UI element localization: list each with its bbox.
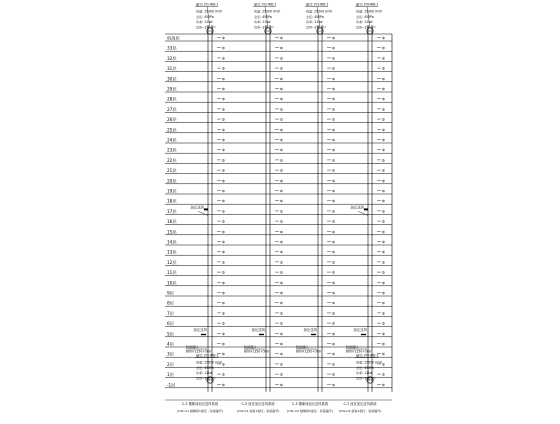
outlet-symbol: ф (222, 301, 225, 306)
outlet-symbol: ф (332, 219, 335, 224)
floor-label: 机房层 (167, 35, 180, 41)
outlet-symbol: ф (332, 342, 335, 346)
outlet-symbol: ф (222, 66, 225, 71)
outlet-symbol: ф (382, 372, 385, 377)
outlet-symbol: ф (280, 352, 283, 357)
outlet-symbol: ф (280, 321, 283, 326)
outlet-symbol: ф (222, 270, 225, 275)
outlet-symbol: ф (332, 291, 335, 295)
outlet-symbol: ф (382, 87, 385, 91)
outlet-symbol: ф (382, 260, 385, 265)
outlet-symbol: ф (280, 260, 283, 265)
outlet-symbol: ф (222, 56, 225, 61)
floor-label: 16层 (167, 219, 177, 225)
top-fan-spec-text: 全压: 450Pa (254, 14, 272, 19)
outlet-symbol: ф (382, 158, 385, 163)
top-fan-spec-text: 220~370 m³ (356, 25, 376, 30)
floor-label: 9层 (167, 290, 174, 296)
outlet-symbol: ф (222, 352, 225, 357)
system-sublabel: (C3L-C1 楼梯间1加压 , 系统编号) (177, 409, 223, 413)
damper-size: 800×1250+500 (244, 349, 269, 354)
outlet-symbol: ф (280, 250, 283, 255)
outlet-symbol: ф (382, 148, 385, 153)
bottom-fan-spec-text: 220~370 m³ (356, 376, 376, 381)
outlet-symbol: ф (382, 138, 385, 142)
outlet-symbol: ф (222, 362, 225, 367)
outlet-symbol: ф (332, 189, 335, 193)
system-sublabel: (C3L-C2 楼梯间2加压 , 系统编号) (287, 409, 333, 413)
top-fan-spec-text: 220~370 m³ (254, 25, 274, 30)
outlet-symbol: ф (332, 372, 335, 377)
top-fan-spec-text: 编号: JY2-WD-1 (254, 2, 277, 7)
outlet-symbol: ф (280, 362, 283, 367)
outlet-symbol: ф (280, 158, 283, 163)
outlet-symbol: ф (280, 66, 283, 71)
outlet-symbol: ф (280, 127, 283, 132)
top-fan-spec-text: 全压: 450Pa (306, 14, 324, 19)
outlet-symbol: ф (332, 178, 335, 183)
outlet-symbol: ф (222, 342, 225, 346)
outlet-symbol: ф (382, 342, 385, 346)
bottom-fan-spec-text: 全压: 450Pa (356, 365, 374, 370)
floor-label: 25层 (167, 127, 177, 133)
floor-label: 2层 (167, 361, 174, 367)
outlet-symbol: ф (222, 372, 225, 377)
system-label: C-3 楼梯间加压送风系统 (181, 402, 219, 406)
top-fan-spec-text: 功率: 11kw (356, 20, 373, 25)
outlet-symbol: ф (222, 260, 225, 265)
outlet-symbol: ф (332, 127, 335, 132)
outlet-symbol: ф (280, 229, 283, 234)
top-fan-spec-text: 全压: 450Pa (196, 14, 214, 19)
outlet-symbol: ф (382, 331, 385, 336)
floor-label: 13层 (167, 249, 177, 255)
floor-17-tag: 加压送风 (190, 205, 204, 210)
top-fan-spec-text: 风量: 25000 m³/h (254, 9, 281, 14)
outlet-symbol: ф (222, 331, 225, 336)
floor-17-leader (198, 211, 208, 215)
outlet-symbol: ф (382, 199, 385, 204)
outlet-symbol: ф (280, 301, 283, 306)
outlet-symbol: ф (332, 56, 335, 61)
outlet-symbol: ф (280, 291, 283, 295)
outlet-symbol: ф (332, 301, 335, 306)
floor-label: 21层 (167, 168, 177, 174)
outlet-symbol: ф (222, 87, 225, 91)
outlet-symbol: ф (332, 260, 335, 265)
floor-label: 28层 (167, 96, 177, 102)
outlet-symbol: ф (280, 240, 283, 244)
bottom-fan-spec-text: 编号: JY4-WD-1 (356, 353, 379, 358)
outlet-symbol: ф (382, 321, 385, 326)
system-sublabel: (C3L-C1 前室1加压 , 系统编号) (236, 409, 280, 413)
floor-17-tag: 加压送风 (350, 205, 364, 210)
outlet-symbol: ф (222, 127, 225, 132)
outlet-symbol: ф (222, 382, 225, 387)
damper-label: 防排烟口 (244, 345, 257, 349)
top-fan-spec-text: 风量: 25000 m³/h (196, 9, 223, 14)
top-fan-spec-text: 220~370 m³ (306, 25, 326, 30)
outlet-symbol: ф (332, 352, 335, 357)
damper-label: 防排烟口 (186, 345, 199, 349)
outlet-symbol: ф (332, 117, 335, 122)
floor-label: 19层 (167, 188, 177, 194)
outlet-symbol: ф (382, 168, 385, 173)
damper-marker (361, 334, 366, 335)
outlet-symbol: ф (382, 66, 385, 71)
floor-label: 11层 (167, 270, 177, 276)
floor-label: 6层 (167, 321, 174, 327)
floor-label: 7层 (167, 310, 174, 316)
outlet-symbol: ф (222, 107, 225, 112)
outlet-symbol: ф (332, 280, 335, 285)
outlet-symbol: ф (222, 138, 225, 142)
floor-label: 17层 (167, 208, 177, 214)
floor-label: 24层 (167, 137, 177, 143)
floor-label: 15层 (167, 229, 177, 235)
outlet-symbol: ф (382, 311, 385, 316)
outlet-symbol: ф (332, 382, 335, 387)
outlet-symbol: ф (280, 311, 283, 316)
outlet-symbol: ф (332, 76, 335, 81)
top-fan-spec-text: 风量: 25000 m³/h (356, 9, 383, 14)
damper-label: 防排烟口 (296, 345, 309, 349)
floor-label: 29层 (167, 86, 177, 92)
outlet-symbol: ф (382, 97, 385, 102)
floor-label: 8层 (167, 300, 174, 306)
floor-label: 18层 (167, 198, 177, 204)
outlet-symbol: ф (280, 372, 283, 377)
top-fan-spec-text: 220~370 m³ (196, 25, 216, 30)
outlet-symbol: ф (280, 168, 283, 173)
outlet-symbol: ф (280, 189, 283, 193)
floor-5-tag: 加压送风 (303, 327, 317, 332)
outlet-symbol: ф (332, 87, 335, 91)
outlet-symbol: ф (332, 331, 335, 336)
outlet-symbol: ф (332, 36, 335, 40)
outlet-symbol: ф (280, 342, 283, 346)
floor-label: 5层 (167, 331, 174, 337)
outlet-symbol: ф (382, 56, 385, 61)
top-fan-spec-text: 编号: JY3-WD-1 (306, 2, 329, 7)
system-label: C-3 前室加压送风系统 (343, 402, 377, 406)
floor-label: 30层 (167, 76, 177, 82)
damper-size: 800×1250+500 (346, 349, 371, 354)
bottom-fan-spec-text: 编号: JY1-WD-1 (196, 353, 219, 358)
floor-label: 23层 (167, 147, 177, 153)
floor-label: 14层 (167, 239, 177, 245)
outlet-symbol: ф (280, 382, 283, 387)
outlet-symbol: ф (280, 178, 283, 183)
outlet-symbol: ф (382, 382, 385, 387)
outlet-symbol: ф (332, 46, 335, 51)
damper-label: 防排烟口 (346, 345, 359, 349)
damper-size: 800×1250+500 (296, 349, 321, 354)
outlet-symbol: ф (332, 311, 335, 316)
outlet-symbol: ф (382, 178, 385, 183)
damper-size: 800×1250+500 (186, 349, 211, 354)
outlet-symbol: ф (280, 46, 283, 51)
outlet-symbol: ф (222, 219, 225, 224)
floor-label: 31层 (167, 66, 177, 72)
outlet-symbol: ф (382, 117, 385, 122)
outlet-symbol: ф (382, 301, 385, 306)
outlet-symbol: ф (222, 199, 225, 204)
outlet-symbol: ф (332, 250, 335, 255)
outlet-symbol: ф (222, 168, 225, 173)
outlet-symbol: ф (382, 240, 385, 244)
damper-marker (204, 208, 208, 210)
outlet-symbol: ф (280, 87, 283, 91)
outlet-symbol: ф (222, 240, 225, 244)
outlet-symbol: ф (382, 46, 385, 51)
outlet-symbol: ф (332, 168, 335, 173)
outlet-symbol: ф (280, 199, 283, 204)
floor-label: 27层 (167, 106, 177, 112)
outlet-symbol: ф (382, 291, 385, 295)
damper-marker (201, 334, 206, 335)
outlet-symbol: ф (222, 178, 225, 183)
floor-label: 33层 (167, 45, 177, 51)
outlet-symbol: ф (280, 209, 283, 214)
outlet-symbol: ф (332, 240, 335, 244)
outlet-symbol: ф (332, 107, 335, 112)
outlet-symbol: ф (280, 117, 283, 122)
outlet-symbol: ф (382, 189, 385, 193)
outlet-symbol: ф (222, 321, 225, 326)
outlet-symbol: ф (222, 46, 225, 51)
floor-label: 3层 (167, 351, 174, 357)
top-fan-spec-text: 功率: 11kw (306, 20, 323, 25)
outlet-symbol: ф (222, 97, 225, 102)
outlet-symbol: ф (382, 209, 385, 214)
outlet-symbol: ф (222, 250, 225, 255)
bottom-fan-spec-text: 风量: 25000 m³/h (356, 360, 383, 365)
outlet-symbol: ф (222, 280, 225, 285)
top-fan-spec-text: 功率: 11kw (196, 20, 213, 25)
bottom-fan-spec-text: 风量: 25000 m³/h (196, 360, 223, 365)
outlet-symbol: ф (280, 36, 283, 40)
outlet-symbol: ф (222, 36, 225, 40)
outlet-symbol: ф (280, 331, 283, 336)
outlet-symbol: ф (382, 352, 385, 357)
floor-label: 26层 (167, 117, 177, 123)
outlet-symbol: ф (382, 229, 385, 234)
top-fan-spec-text: 全压: 450Pa (356, 14, 374, 19)
outlet-symbol: ф (332, 158, 335, 163)
outlet-symbol: ф (332, 66, 335, 71)
outlet-symbol: ф (280, 280, 283, 285)
floor-label: 10层 (167, 280, 177, 286)
outlet-symbol: ф (222, 291, 225, 295)
damper-marker (259, 334, 264, 335)
outlet-symbol: ф (222, 209, 225, 214)
outlet-symbol: ф (280, 270, 283, 275)
floor-5-tag: 加压送风 (251, 327, 265, 332)
outlet-symbol: ф (222, 229, 225, 234)
top-fan-spec-text: 编号: JY1-WD-1 (196, 2, 219, 7)
outlet-symbol: ф (332, 362, 335, 367)
outlet-symbol: ф (382, 250, 385, 255)
outlet-symbol: ф (280, 76, 283, 81)
bottom-fan-spec-text: 功率: 11kw (196, 371, 213, 376)
outlet-symbol: ф (382, 76, 385, 81)
outlet-symbol: ф (332, 270, 335, 275)
outlet-symbol: ф (280, 148, 283, 153)
floor-label: 12层 (167, 259, 177, 265)
floor-5-tag: 加压送风 (193, 327, 207, 332)
outlet-symbol: ф (222, 158, 225, 163)
outlet-symbol: ф (382, 127, 385, 132)
outlet-symbol: ф (382, 36, 385, 40)
top-fan-spec-text: 功率: 11kw (254, 20, 271, 25)
outlet-symbol: ф (332, 97, 335, 102)
bottom-fan-spec-text: 功率: 11kw (356, 371, 373, 376)
outlet-symbol: ф (222, 148, 225, 153)
floor-label: 1层 (167, 372, 174, 378)
outlet-symbol: ф (332, 229, 335, 234)
bottom-fan-spec-text: 220~370 m³ (196, 376, 216, 381)
outlet-symbol: ф (382, 362, 385, 367)
outlet-symbol: ф (222, 189, 225, 193)
outlet-symbol: ф (332, 199, 335, 204)
outlet-symbol: ф (332, 138, 335, 142)
floor-label: 20层 (167, 178, 177, 184)
floor-label: 4层 (167, 341, 174, 347)
outlet-symbol: ф (222, 311, 225, 316)
damper-marker (311, 334, 316, 335)
outlet-symbol: ф (382, 219, 385, 224)
damper-marker (364, 208, 368, 210)
floor-label: -1层 (167, 382, 176, 388)
floor-label: 22层 (167, 157, 177, 163)
floor-5-tag: 加压送风 (353, 327, 367, 332)
outlet-symbol: ф (332, 209, 335, 214)
bottom-fan-spec-text: 全压: 450Pa (196, 365, 214, 370)
outlet-symbol: ф (280, 107, 283, 112)
outlet-symbol: ф (280, 97, 283, 102)
outlet-symbol: ф (332, 321, 335, 326)
outlet-symbol: ф (222, 117, 225, 122)
floor-label: 32层 (167, 55, 177, 61)
outlet-symbol: ф (382, 280, 385, 285)
outlet-symbol: ф (280, 219, 283, 224)
outlet-symbol: ф (382, 270, 385, 275)
outlet-symbol: ф (280, 56, 283, 61)
outlet-symbol: ф (280, 138, 283, 142)
outlet-symbol: ф (332, 148, 335, 153)
top-fan-spec-text: 风量: 25000 m³/h (306, 9, 333, 14)
system-sublabel: (C3L-C2 前室2加压 , 系统编号) (338, 409, 382, 413)
outlet-symbol: ф (382, 107, 385, 112)
system-label: C-3 楼梯间加压送风系统 (291, 402, 329, 406)
system-label: C-3 前室加压送风系统 (241, 402, 275, 406)
top-fan-spec-text: 编号: JY4-WD-1 (356, 2, 379, 7)
floor-17-leader (358, 211, 368, 215)
outlet-symbol: ф (222, 76, 225, 81)
